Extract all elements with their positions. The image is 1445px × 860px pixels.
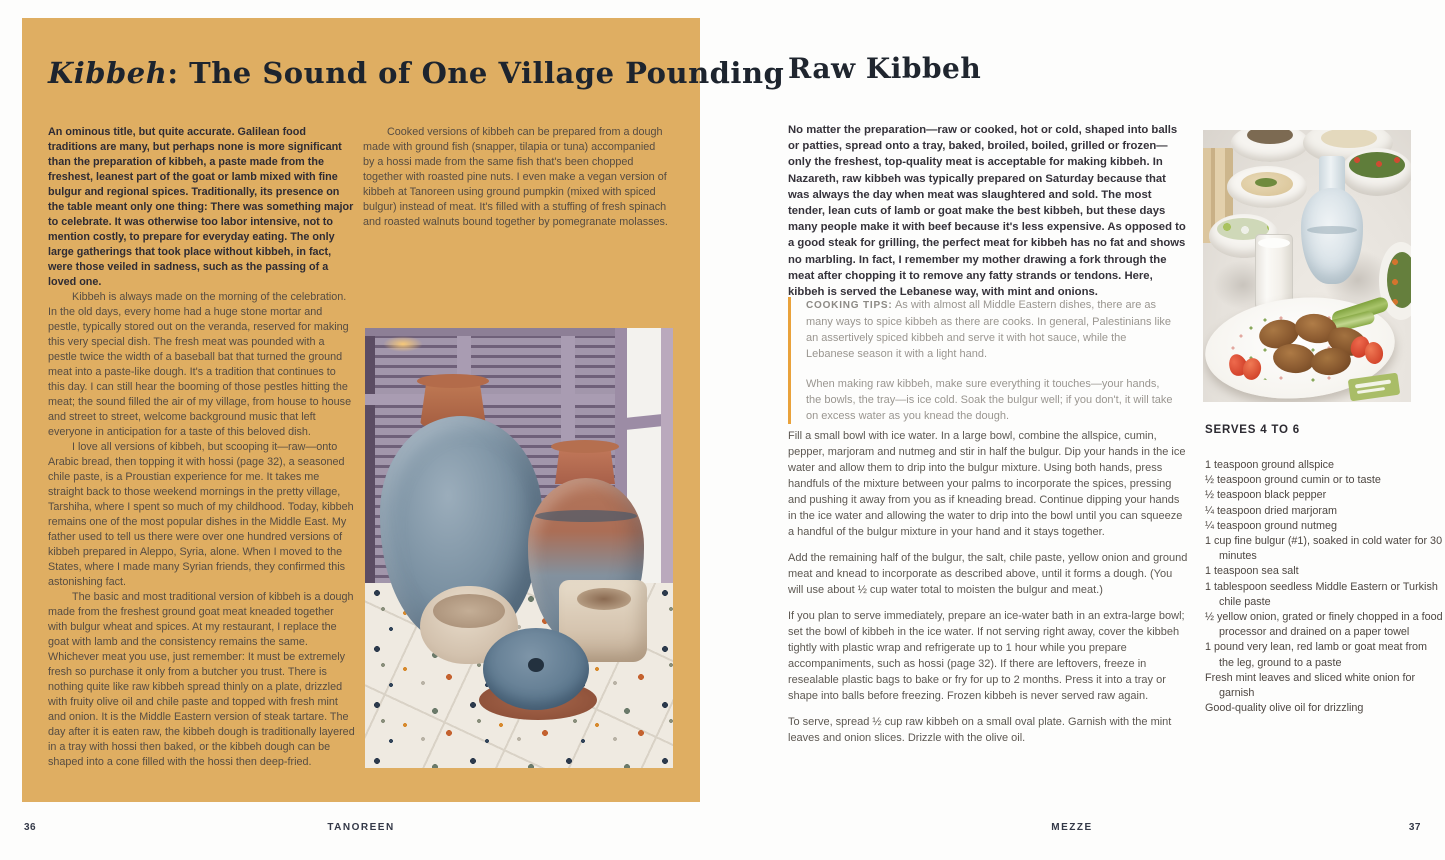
- water-line: [1307, 226, 1357, 234]
- ingredient-item: ½ teaspoon black pepper: [1205, 489, 1327, 502]
- instruction-step: Fill a small bowl with ice water. In a large bowl, combine the allspice, cumin, pepper, marjoram and nutmeg and stir in half the bulgur. Dip your hands in the ice water and allow them to drip into the bulgur mixture. Using both hands, press handfuls of the mixture between your palms to incorporate the spices, pressing and pushing it away from you as if kneading bread. Continue dipping your hands in the ice water and allowing the water to drip into the bowl until you can squeeze a handful of the bulgur mixture in your hand and it stays together.: [788, 430, 1186, 538]
- tabbouleh-salad: [1349, 152, 1405, 178]
- title-rest: : The Sound of One Village Pounding: [167, 56, 785, 90]
- ingredient-item: ¼ teaspoon dried marjoram: [1205, 504, 1338, 517]
- title-word-kibbeh: Kibbeh: [48, 56, 168, 90]
- left-page-title: [48, 56, 785, 90]
- cooking-tips-paragraph: [806, 297, 1176, 362]
- ingredients-list: [1205, 458, 1443, 716]
- ingredient-item: 1 teaspoon ground allspice: [1205, 459, 1335, 471]
- small-urn-band: [535, 510, 637, 522]
- grinding-stone-hole: [528, 658, 544, 672]
- serves-heading: SERVES 4 TO 6: [1205, 424, 1300, 436]
- raw-kibbeh-photo: [1203, 130, 1411, 402]
- right-page-title: Raw Kibbeh: [788, 52, 982, 85]
- small-urn-rim: [551, 440, 619, 453]
- paragraph: The basic and most traditional version of kibbeh is a dough made from the freshest ground goat meat kneaded together with bulgur wheat and spices. At my restaurant, I replace the goat with lamb and the consistency remains the same. Whichever meat you use, just remember: It must be extremely fresh so purchase it only from a butcher you trust. There is nothing quite like raw kibbeh spread thinly on a plate, drizzled with fruity olive oil and chile paste and topped with fresh mint and onion. It is the Middle Eastern version of steak tartare. The day after it is eaten raw, the kibbeh dough is traditionally layered in a tray with hossi then baked, or the kibbeh dough can be shaped into a cone filled with the hossi then deep-fried.: [48, 591, 355, 768]
- paragraph: Kibbeh is always made on the morning of the celebration. In the old days, every home had a huge stone mortar and pestle, typically stored out on the veranda, reserved for making this very special dish. The fresh meat was pounded with a pestle twice the width of a baseball bat that turned the ground meat into a paste-like dough. It's a tradition that continues to this day. I can still hear the booming of those pestles hitting the meat; the sound filled the air of my village, from house to house and street to street, welcome background music that left everyone in anticipation for a taste of this beloved dish.: [48, 291, 352, 438]
- left-page: [22, 18, 785, 802]
- round-mortar-bowl: [433, 594, 505, 628]
- ingredient-item: 1 pound very lean, red lamb or goat meat from the leg, ground to a paste: [1205, 641, 1428, 669]
- ingredient-item: Good-quality olive oil for drizzling: [1205, 702, 1364, 715]
- instructions: [788, 428, 1190, 746]
- ingredient-item: Fresh mint leaves and sliced white onion for garnish: [1205, 671, 1416, 700]
- window-frame-v2: [661, 328, 673, 596]
- ingredient-item: 1 teaspoon sea salt: [1205, 565, 1299, 578]
- shutter-frame-left: [365, 328, 375, 596]
- cooking-tips-box: [788, 297, 1176, 424]
- ingredient-item: ¼ teaspoon ground nutmeg: [1205, 519, 1338, 532]
- square-mortar-bowl: [577, 588, 631, 610]
- right-page-number: 37: [1408, 822, 1421, 833]
- ingredient-item: 1 cup fine bulgur (#1), soaked in cold water for 30 minutes: [1205, 535, 1443, 563]
- right-running-head: MEZZE: [1051, 822, 1093, 833]
- side-salad: [1387, 252, 1411, 308]
- water-carafe: [1301, 188, 1363, 284]
- milk-surface: [1258, 238, 1290, 248]
- instruction-step: To serve, spread ½ cup raw kibbeh on a small oval plate. Garnish with the mint leaves and onion slices. Drizzle with the olive oil.: [788, 716, 1172, 744]
- large-urn-rim: [417, 374, 489, 388]
- cooking-tips-paragraph: When making raw kibbeh, make sure everything it touches—your hands, the bowls, the tray—is ice cold. Soak the bulgur well; if you don't, it will take on excess water as you knead the dough.: [806, 378, 1173, 422]
- urns-photo: [365, 328, 673, 768]
- instruction-step: If you plan to serve immediately, prepare an ice-water bath in an extra-large bowl; set the bowl of kibbeh in the ice water. If not serving right away, cover the kibbeh tightly with plastic wrap and refrigerate up to 1 hour while you prepare accompaniments, such as hossi (page 32). If there are leftovers, freeze in resealable plastic bags to bake or fry for up to 2 months. Press it into a tray or shape into balls before freezing. Frozen kibbeh is never served raw again.: [788, 610, 1185, 702]
- candle-glow: [383, 336, 423, 352]
- left-page-number: 36: [24, 822, 37, 833]
- paragraph: I love all versions of kibbeh, but scooping it—raw—onto Arabic bread, then topping it with hossi (page 32), a seasoned chile paste, is a Proustian experience for me. It takes me straight back to those weekend mornings in the pretty village, Tarshiha, where I spent so much of my childhood. Today, kibbeh remains one of the most popular dishes in the Middle East. My father used to tell us there were over one hundred versions of kibbeh prepared in Aleppo, Syria, alone. When I moved to the States, where I made many Syrian friends, they confirmed this astonishing fact.: [48, 441, 354, 588]
- cooking-tips-text: As with almost all Middle Eastern dishes, there are as many ways to spice kibbeh as there are cooks. In general, Palestinians like an assertively spiced kibbeh and serve it with hot sauce, while the Lebanese season it with a light hand.: [806, 299, 1172, 360]
- paragraph: Cooked versions of kibbeh can be prepared from a dough made with ground fish (snapper, tilapia or tuna) accompanied by a hossi made from the same fish that's been chopped together with roasted pine nuts. I even make a vegan version of kibbeh at Tanoreen using ground pumpkin (mixed with spiced bulgur) instead of meat. It's filled with a stuffing of fresh spinach and roasted walnuts bound together by pomegranate molasses.: [363, 126, 668, 228]
- recipe-intro: No matter the preparation—raw or cooked, hot or cold, shaped into balls or patties, spread onto a tray, baked, broiled, boiled, grilled or frozen—only the freshest, top-quality meat is acceptable for making kibbeh. In Nazareth, raw kibbeh was typically prepared on Saturday because that was always the day when meat was slaughtered and sold. The most tender, lean cuts of lamb or goat make the best kibbeh, but these days many people make it with beef because it's less expensive. As opposed to a good steak for grilling, the perfect meat for kibbeh has no fat and shows no marbling. In fact, I remember my mother drawing a fork through the meat after chopping it to remove any fatty strands or tendons. Here, kibbeh is served the Lebanese way, with mint and onions.: [788, 124, 1186, 299]
- left-column-text: [48, 125, 355, 770]
- hummus-garnish: [1255, 178, 1277, 187]
- ingredient-item: ½ yellow onion, grated or finely chopped in a food processor and drained on a paper towel: [1205, 611, 1443, 639]
- paragraph: An ominous title, but quite accurate. Galilean food traditions are many, but perhaps none is more significant than the preparation of kibbeh, a paste made from the freshest, leanest part of the goat or lamb mixed with fine bulgur and regional spices. Traditionally, its presence on the table meant only one thing: There was something major to celebrate. It was otherwise too labor intensive, not to mention costly, to prepare for everyday eating. The only large gatherings that took place without kibbeh, in fact, were those veiled in sadness, such as the passing of a loved one.: [48, 126, 354, 288]
- ingredient-item: ½ teaspoon ground cumin or to taste: [1205, 474, 1381, 487]
- instruction-step: Add the remaining half of the bulgur, the salt, chile paste, yellow onion and ground meat and knead to incorporate as described above, until it forms a dough. (You will use about ½ cup water total to moisten the bulgur and meat.): [788, 552, 1188, 596]
- shutter-top-rail: [365, 328, 615, 336]
- shutter-rail: [365, 394, 615, 405]
- right-column-text: [363, 125, 669, 230]
- cooking-tips-label: COOKING TIPS:: [806, 300, 893, 311]
- ingredient-item: 1 tablespoon seedless Middle Eastern or Turkish chile paste: [1205, 580, 1438, 608]
- left-running-head: TANOREEN: [327, 822, 395, 833]
